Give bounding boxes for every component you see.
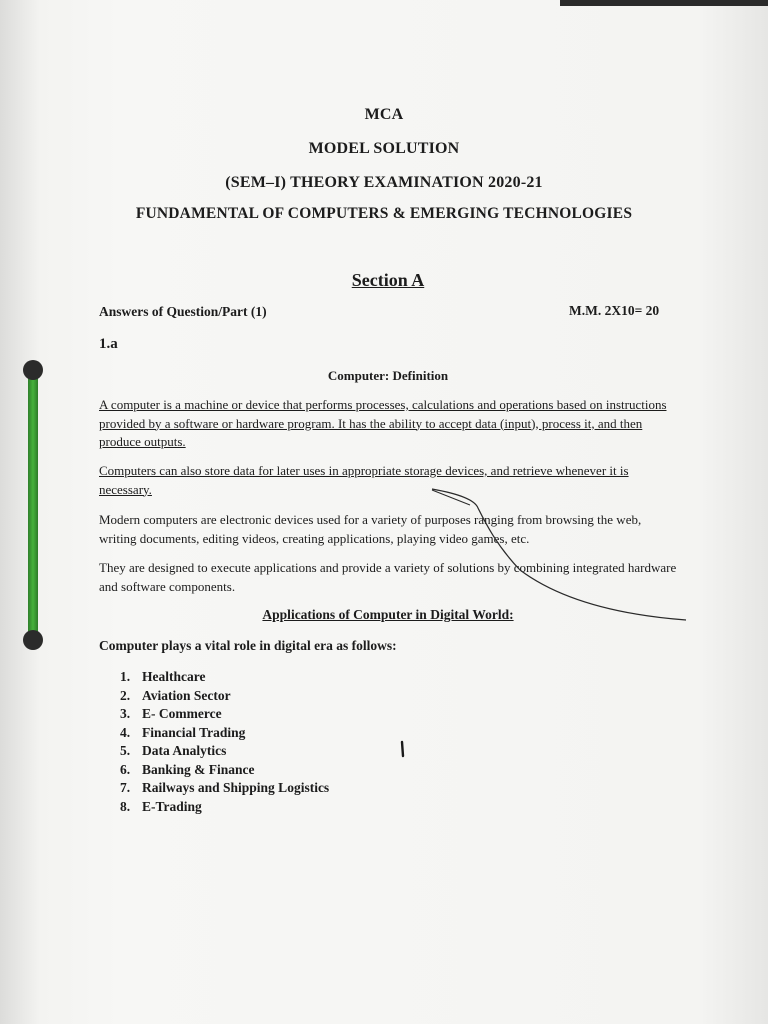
- paragraph-design: They are designed to execute applications and provide a variety of solutions by combining integrated hardware and software components.: [99, 560, 677, 594]
- applications-heading: Applications of Computer in Digital World:: [262, 607, 514, 622]
- header-model-solution: MODEL SOLUTION: [308, 140, 460, 157]
- header-exam: (SEM–I) THEORY EXAMINATION 2020-21: [225, 174, 543, 191]
- answers-label: Answers of Question/Part (1): [99, 304, 267, 319]
- list-item-number: 3.: [120, 706, 131, 721]
- list-item-label: Data Analytics: [142, 743, 227, 758]
- list-item-number: 6.: [120, 761, 131, 777]
- list-item-number: 4.: [120, 724, 131, 740]
- paragraph-modern-computers: Modern computers are electronic devices used for a variety of purposes ranging from browsing the web, writing documents, editing videos, creating applications, playing video games, etc.: [99, 512, 642, 546]
- max-marks: M.M. 2X10= 20: [569, 303, 660, 318]
- list-item-label: Banking & Finance: [142, 761, 255, 777]
- list-item-label: Healthcare: [142, 669, 206, 684]
- list-item-label: Railways and Shipping Logistics: [142, 780, 330, 795]
- list-item-label: E- Commerce: [142, 706, 222, 721]
- list-item: [120, 668, 329, 687]
- header-subject: FUNDAMENTAL OF COMPUTERS & EMERGING TECHNOLOGIES: [135, 205, 633, 222]
- list-item-label: Aviation Sector: [142, 687, 231, 703]
- page-edge-shadow: [560, 0, 768, 6]
- paragraph-storage: Computers can also store data for later uses in appropriate storage devices, and retrieve whenever it is necessary.: [99, 463, 629, 497]
- applications-intro: Computer plays a vital role in digital era as follows:: [99, 638, 397, 653]
- list-item-number: 1.: [120, 669, 131, 684]
- list-item: [120, 742, 329, 761]
- binder-knob-bottom: [23, 630, 43, 650]
- binder-cord: [28, 368, 38, 640]
- list-item-label: E-Trading: [142, 798, 202, 814]
- question-number: 1.a: [99, 336, 118, 352]
- list-item-number: 2.: [120, 687, 131, 703]
- list-item-number: 8.: [120, 798, 131, 814]
- list-item-number: 5.: [120, 743, 131, 758]
- definition-heading: Computer: Definition: [327, 368, 449, 383]
- list-item: [120, 705, 329, 724]
- header-course: MCA: [364, 106, 404, 123]
- list-item: [120, 687, 329, 706]
- list-item: [120, 798, 329, 817]
- section-title: Section A: [351, 270, 425, 290]
- paragraph-definition: A computer is a machine or device that performs processes, calculations and operations based on instructions provided by a software or hardware program. It has the ability to accept data (input), process it, and then produce outputs.: [99, 397, 667, 449]
- applications-list: [120, 668, 329, 816]
- list-item-label: Financial Trading: [142, 724, 246, 740]
- list-item-number: 7.: [120, 780, 131, 795]
- list-item: [120, 761, 329, 780]
- list-item: [120, 724, 329, 743]
- list-item: [120, 779, 329, 798]
